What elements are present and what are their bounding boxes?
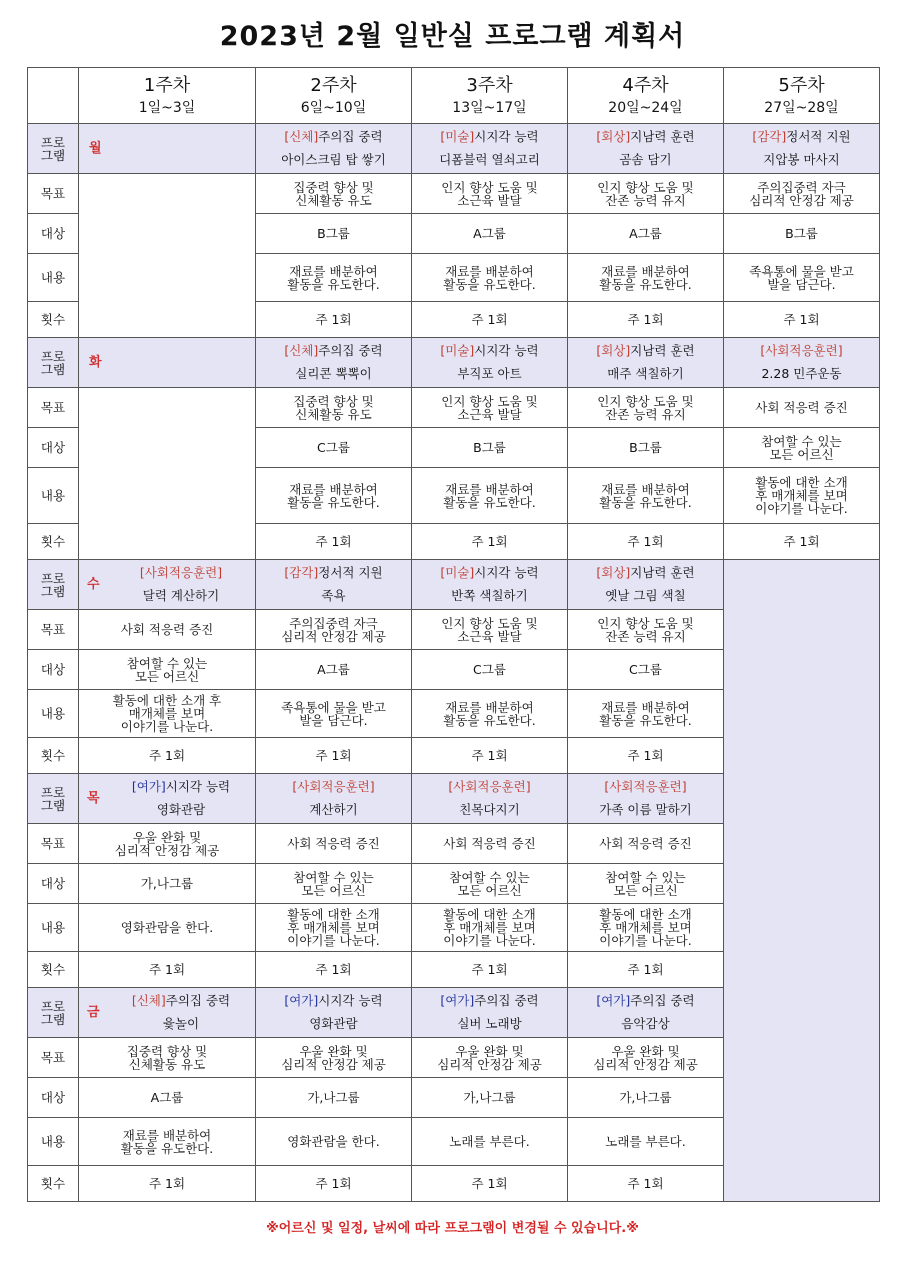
header-row xyxy=(28,68,880,124)
program-category-line xyxy=(414,342,565,360)
program-cell xyxy=(568,988,724,1038)
program-name: 영화관람 xyxy=(309,1016,358,1031)
week-header: 2주차 6일~10일 xyxy=(256,68,412,124)
row-label-count: 횟수 xyxy=(28,524,79,560)
program-category-line xyxy=(570,342,721,360)
program-goal: 사회 적응력 증진 xyxy=(412,824,568,864)
program-skill: 정서적 지원 xyxy=(318,565,383,580)
program-category: [신체] xyxy=(284,343,319,358)
program-name: 실리콘 뽁뽁이 xyxy=(295,366,372,381)
program-count: 주 1회 xyxy=(79,738,256,774)
program-cell-inner xyxy=(109,564,253,605)
program-target: 참여할 수 있는 모든 어르신 xyxy=(79,650,256,690)
program-cell xyxy=(568,124,724,174)
program-cell xyxy=(412,338,568,388)
program-skill: 주의집 중력 xyxy=(165,993,231,1008)
program-goal: 사회 적응력 증진 xyxy=(256,824,412,864)
program-name: 2.28 민주운동 xyxy=(761,366,842,381)
row-label-target: 대상 xyxy=(28,214,79,254)
day-name-cell xyxy=(79,560,256,610)
row-label-count: 횟수 xyxy=(28,302,79,338)
program-skill: 지남력 훈련 xyxy=(630,343,695,358)
day-name-cell xyxy=(79,124,256,174)
day-name-cell xyxy=(79,338,256,388)
program-content: 재료를 배분하여 활동을 유도한다. xyxy=(568,254,724,302)
program-category-line xyxy=(414,564,565,582)
row-label-goal: 목표 xyxy=(28,1038,79,1078)
program-count: 주 1회 xyxy=(256,1166,412,1202)
program-name: 디폼블럭 열쇠고리 xyxy=(439,152,540,167)
program-cell xyxy=(256,560,412,610)
program-content: 영화관람을 한다. xyxy=(79,904,256,952)
day-name: 수 xyxy=(87,577,100,592)
program-count: 주 1회 xyxy=(256,302,412,338)
program-skill: 정서적 지원 xyxy=(786,129,851,144)
program-target: B그룹 xyxy=(412,428,568,468)
program-goal: 집중력 향상 및 신체활동 유도 xyxy=(256,388,412,428)
day-name: 월 xyxy=(89,141,102,156)
day-name: 목 xyxy=(87,791,100,806)
program-goal: 우울 완화 및 심리적 안정감 제공 xyxy=(256,1038,412,1078)
program-category: [미술] xyxy=(440,129,475,144)
program-skill: 시지각 능력 xyxy=(474,343,539,358)
program-content: 활동에 대한 소개 후 매개체를 보며 이야기를 나눈다. xyxy=(724,468,880,524)
row-label-goal: 목표 xyxy=(28,824,79,864)
program-cell xyxy=(412,774,568,824)
program-goal: 우울 완화 및 심리적 안정감 제공 xyxy=(79,824,256,864)
program-cell xyxy=(724,124,880,174)
row-label-target: 대상 xyxy=(28,650,79,690)
program-category-line xyxy=(258,992,409,1010)
row-label-content: 내용 xyxy=(28,468,79,524)
program-target: C그룹 xyxy=(568,650,724,690)
program-target: 참여할 수 있는 모든 어르신 xyxy=(256,864,412,904)
program-name: 윷놀이 xyxy=(162,1016,200,1031)
day-name-cell xyxy=(79,774,256,824)
program-target: A그룹 xyxy=(79,1078,256,1118)
program-goal: 인지 향상 도움 및 잔존 능력 유지 xyxy=(568,610,724,650)
program-count: 주 1회 xyxy=(412,302,568,338)
program-skill: 주의집 중력 xyxy=(318,343,383,358)
program-content: 영화관람을 한다. xyxy=(256,1118,412,1166)
program-name: 달력 계산하기 xyxy=(142,588,220,603)
program-content: 재료를 배분하여 활동을 유도한다. xyxy=(412,690,568,738)
program-content: 족욕통에 물을 받고 발을 담근다. xyxy=(256,690,412,738)
row-label-content: 내용 xyxy=(28,904,79,952)
program-count: 주 1회 xyxy=(568,524,724,560)
program-category: [여가] xyxy=(440,993,475,1008)
program-category-line xyxy=(414,992,565,1010)
program-count: 주 1회 xyxy=(724,302,880,338)
program-target: 가,나그룹 xyxy=(256,1078,412,1118)
program-content: 활동에 대한 소개 후 매개체를 보며 이야기를 나눈다. xyxy=(412,904,568,952)
program-skill: 시지각 능력 xyxy=(474,129,539,144)
program-name: 계산하기 xyxy=(309,802,358,817)
program-content: 재료를 배분하여 활동을 유도한다. xyxy=(79,1118,256,1166)
program-count: 주 1회 xyxy=(568,738,724,774)
program-count: 주 1회 xyxy=(79,1166,256,1202)
program-count: 주 1회 xyxy=(412,1166,568,1202)
program-content: 재료를 배분하여 활동을 유도한다. xyxy=(568,690,724,738)
program-content: 활동에 대한 소개 후 매개체를 보며 이야기를 나눈다. xyxy=(79,690,256,738)
program-cell xyxy=(568,338,724,388)
program-name: 옛날 그림 색칠 xyxy=(605,588,686,603)
program-count: 주 1회 xyxy=(412,952,568,988)
program-category: [사회적응훈련] xyxy=(760,343,843,358)
program-name: 곰솜 담기 xyxy=(619,152,672,167)
program-category: [회상] xyxy=(596,129,631,144)
day-name-wrap xyxy=(81,778,253,819)
program-target: B그룹 xyxy=(256,214,412,254)
program-goal: 인지 향상 도움 및 소근육 발달 xyxy=(412,388,568,428)
program-skill: 시지각 능력 xyxy=(318,993,383,1008)
program-goal: 주의집중력 자극 심리적 안정감 제공 xyxy=(256,610,412,650)
program-cell xyxy=(256,774,412,824)
program-count: 주 1회 xyxy=(256,738,412,774)
program-count: 주 1회 xyxy=(412,524,568,560)
row-label-program: 프로 그램 xyxy=(28,338,79,388)
row-label-program: 프로 그램 xyxy=(28,560,79,610)
program-goal: 집중력 향상 및 신체활동 유도 xyxy=(79,1038,256,1078)
program-count: 주 1회 xyxy=(256,524,412,560)
program-category-line xyxy=(109,992,253,1010)
program-count: 주 1회 xyxy=(568,952,724,988)
row-label-count: 횟수 xyxy=(28,738,79,774)
program-name: 가족 이름 말하기 xyxy=(599,802,692,817)
program-target: 참여할 수 있는 모든 어르신 xyxy=(724,428,880,468)
week-header: 5주차 27일~28일 xyxy=(724,68,880,124)
program-name: 영화관람 xyxy=(156,802,206,817)
program-name: 친목다지기 xyxy=(459,802,520,817)
program-category-line xyxy=(258,564,409,582)
program-category-line xyxy=(726,128,877,146)
program-name: 아이스크림 탑 쌓기 xyxy=(281,152,386,167)
empty-cell xyxy=(724,560,880,1202)
week-header: 3주차 13일~17일 xyxy=(412,68,568,124)
program-skill: 주의집 중력 xyxy=(630,993,695,1008)
program-category-line xyxy=(570,778,721,796)
week-header: 4주차 20일~24일 xyxy=(568,68,724,124)
row-label-goal: 목표 xyxy=(28,174,79,214)
program-category: [신체] xyxy=(284,129,319,144)
program-cell xyxy=(412,124,568,174)
program-category-line xyxy=(258,128,409,146)
program-count: 주 1회 xyxy=(724,524,880,560)
program-goal: 사회 적응력 증진 xyxy=(724,388,880,428)
program-category: [회상] xyxy=(596,565,631,580)
program-cell xyxy=(256,124,412,174)
program-skill: 지남력 훈련 xyxy=(630,129,695,144)
program-category-line xyxy=(258,778,409,796)
program-skill: 주의집 중력 xyxy=(318,129,383,144)
program-target: B그룹 xyxy=(568,428,724,468)
program-target: 참여할 수 있는 모든 어르신 xyxy=(412,864,568,904)
page-title: 2023년 2월 일반실 프로그램 계획서 xyxy=(219,21,686,52)
program-count: 주 1회 xyxy=(412,738,568,774)
program-content: 노래를 부른다. xyxy=(568,1118,724,1166)
footer-notice: ※어르신 및 일정, 날씨에 따라 프로그램이 변경될 수 있습니다.※ xyxy=(266,1221,639,1236)
day-name-wrap xyxy=(81,992,253,1033)
day-name: 금 xyxy=(87,1005,100,1020)
program-content: 족욕통에 물을 받고 발을 담근다. xyxy=(724,254,880,302)
program-category: [감각] xyxy=(752,129,787,144)
program-name: 족욕 xyxy=(321,588,346,603)
program-goal: 주의집중력 자극 심리적 안정감 제공 xyxy=(724,174,880,214)
program-cell-inner xyxy=(109,992,253,1033)
row-label-content: 내용 xyxy=(28,254,79,302)
program-name: 반쪽 색칠하기 xyxy=(451,588,528,603)
row-label-target: 대상 xyxy=(28,1078,79,1118)
day-block-mon xyxy=(28,124,880,174)
program-target: 참여할 수 있는 모든 어르신 xyxy=(568,864,724,904)
program-category: [회상] xyxy=(596,343,631,358)
program-count: 주 1회 xyxy=(256,952,412,988)
program-goal: 우울 완화 및 심리적 안정감 제공 xyxy=(568,1038,724,1078)
program-skill: 시지각 능력 xyxy=(165,779,231,794)
program-category: [사회적응훈련] xyxy=(139,565,223,580)
program-category: [감각] xyxy=(284,565,319,580)
row-label-goal: 목표 xyxy=(28,610,79,650)
program-name: 부직포 아트 xyxy=(457,366,522,381)
program-goal: 인지 향상 도움 및 소근육 발달 xyxy=(412,174,568,214)
day-name: 화 xyxy=(89,355,102,370)
program-target: B그룹 xyxy=(724,214,880,254)
program-target: A그룹 xyxy=(412,214,568,254)
row-label-program: 프로 그램 xyxy=(28,988,79,1038)
program-content: 활동에 대한 소개 후 매개체를 보며 이야기를 나눈다. xyxy=(256,904,412,952)
program-cell xyxy=(568,774,724,824)
program-category: [사회적응훈련] xyxy=(292,779,375,794)
row-label-content: 내용 xyxy=(28,690,79,738)
program-name: 매주 색칠하기 xyxy=(607,366,684,381)
program-category-line xyxy=(414,128,565,146)
row-label-count: 횟수 xyxy=(28,952,79,988)
program-name: 음악감상 xyxy=(621,1016,670,1031)
program-goal: 우울 완화 및 심리적 안정감 제공 xyxy=(412,1038,568,1078)
program-content: 재료를 배분하여 활동을 유도한다. xyxy=(568,468,724,524)
program-name: 지압봉 마사지 xyxy=(763,152,840,167)
program-target: C그룹 xyxy=(412,650,568,690)
program-category: [여가] xyxy=(131,779,166,794)
row-label-content: 내용 xyxy=(28,1118,79,1166)
day-block-tue xyxy=(28,338,880,388)
row-goal xyxy=(28,174,880,214)
program-goal: 사회 적응력 증진 xyxy=(568,824,724,864)
row-goal xyxy=(28,388,880,428)
program-target: 가,나그룹 xyxy=(79,864,256,904)
program-goal: 집중력 향상 및 신체활동 유도 xyxy=(256,174,412,214)
program-category: [사회적응훈련] xyxy=(448,779,531,794)
day-block-wed xyxy=(28,560,880,610)
program-skill: 지남력 훈련 xyxy=(630,565,695,580)
program-cell xyxy=(412,560,568,610)
empty-cell xyxy=(79,174,256,338)
program-count: 주 1회 xyxy=(568,302,724,338)
program-count: 주 1회 xyxy=(79,952,256,988)
program-cell xyxy=(568,560,724,610)
program-goal: 인지 향상 도움 및 잔존 능력 유지 xyxy=(568,388,724,428)
program-content: 재료를 배분하여 활동을 유도한다. xyxy=(412,468,568,524)
program-goal: 인지 향상 도움 및 잔존 능력 유지 xyxy=(568,174,724,214)
program-goal: 사회 적응력 증진 xyxy=(79,610,256,650)
day-name-cell xyxy=(79,988,256,1038)
program-category: [신체] xyxy=(131,993,166,1008)
program-category-line xyxy=(258,342,409,360)
program-count: 주 1회 xyxy=(568,1166,724,1202)
program-goal: 인지 향상 도움 및 소근육 발달 xyxy=(412,610,568,650)
program-category-line xyxy=(570,564,721,582)
program-category: [미술] xyxy=(440,343,475,358)
program-category: [미술] xyxy=(440,565,475,580)
program-category-line xyxy=(109,564,253,582)
program-category: [여가] xyxy=(284,993,319,1008)
row-label-program: 프로 그램 xyxy=(28,774,79,824)
program-cell xyxy=(256,338,412,388)
program-category: [여가] xyxy=(596,993,631,1008)
row-label-target: 대상 xyxy=(28,428,79,468)
program-target: 가,나그룹 xyxy=(568,1078,724,1118)
program-skill: 시지각 능력 xyxy=(474,565,539,580)
program-content: 재료를 배분하여 활동을 유도한다. xyxy=(412,254,568,302)
row-label-program: 프로 그램 xyxy=(28,124,79,174)
program-cell-inner xyxy=(109,778,253,819)
program-target: A그룹 xyxy=(568,214,724,254)
row-label-goal: 목표 xyxy=(28,388,79,428)
program-content: 노래를 부른다. xyxy=(412,1118,568,1166)
program-cell xyxy=(256,988,412,1038)
program-cell xyxy=(724,338,880,388)
program-content: 활동에 대한 소개 후 매개체를 보며 이야기를 나눈다. xyxy=(568,904,724,952)
program-target: 가,나그룹 xyxy=(412,1078,568,1118)
program-cell xyxy=(412,988,568,1038)
program-skill: 주의집 중력 xyxy=(474,993,539,1008)
program-category-line xyxy=(109,778,253,796)
program-category-line xyxy=(726,342,877,360)
empty-cell xyxy=(79,388,256,560)
row-label-count: 횟수 xyxy=(28,1166,79,1202)
program-category-line xyxy=(570,992,721,1010)
corner-cell xyxy=(28,68,79,124)
program-category: [사회적응훈련] xyxy=(604,779,687,794)
program-category-line xyxy=(414,778,565,796)
program-name: 실버 노래방 xyxy=(457,1016,522,1031)
program-content: 재료를 배분하여 활동을 유도한다. xyxy=(256,254,412,302)
day-name-wrap xyxy=(81,564,253,605)
program-target: C그룹 xyxy=(256,428,412,468)
program-target: A그룹 xyxy=(256,650,412,690)
program-content: 재료를 배분하여 활동을 유도한다. xyxy=(256,468,412,524)
program-plan-table xyxy=(27,67,880,1202)
row-label-target: 대상 xyxy=(28,864,79,904)
week-header: 1주차 1일~3일 xyxy=(79,68,256,124)
program-category-line xyxy=(570,128,721,146)
